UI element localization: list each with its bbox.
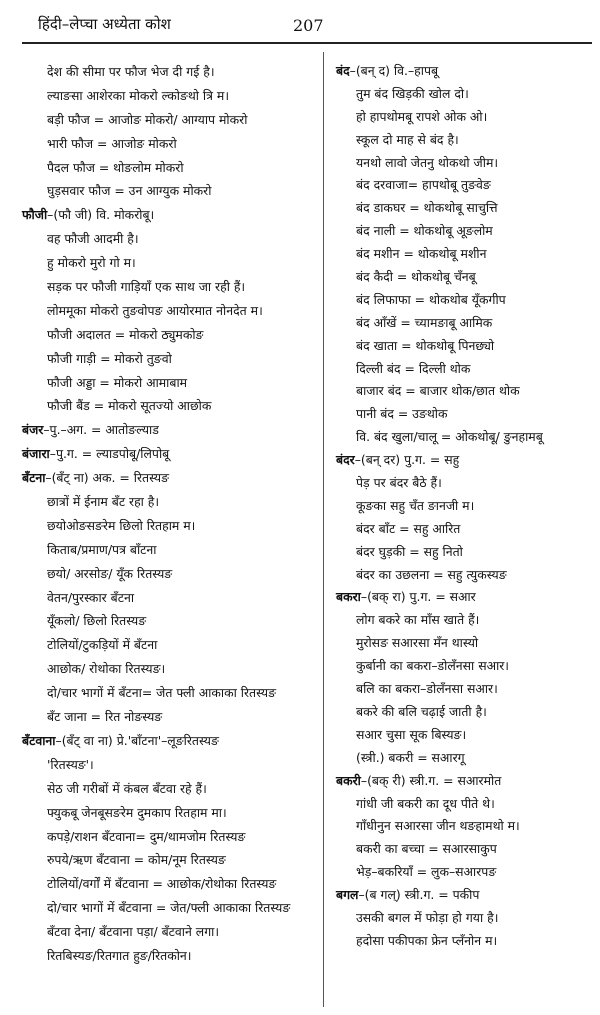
entry-definition: –(बन् दर) पु.ग. = सहु <box>354 452 460 468</box>
entry-definition: –(बक् रा) पु.ग. = सआर <box>360 589 476 605</box>
entry-definition: –(बँट् वा ना) प्रे.'बाँटना'–लूङरितस्यङ <box>55 732 219 748</box>
entry-headword: बंद <box>336 63 350 78</box>
entry-definition: –पु.–अग. = आतोङल्याड <box>43 422 159 438</box>
example-line: फौजी अदालत = मोकरो ठ्युमकोङ <box>47 326 204 342</box>
example-line: मुरोसङ सआरसा मँन थास्यो <box>356 635 479 651</box>
example-line: टोलियों/टुकड़ियों में बँटना <box>47 637 158 653</box>
dictionary-entry <box>330 449 595 472</box>
example-line: ल्याङसा आशेरका मोकरो ल्कोङथो त्रि म। <box>47 87 230 103</box>
example-line: लोग बकरे का माँस खाते हैं। <box>356 612 480 628</box>
example-line: पेड़ पर बंदर बैठे हैं। <box>356 475 442 491</box>
left-column <box>18 60 318 968</box>
example-line: वि. बंद खुला/चालू = ओकथोबू/ ङुनहामबू <box>356 429 543 445</box>
entry-definition: –पु.ग. = ल्याडपोबू/लिपोबू <box>49 446 170 462</box>
example-line: यनथो लावो जेतनु थोकथो जीम। <box>356 154 499 170</box>
example-line: दो/चार भागों में बँटना= जेत फ्ली आकाका रितस्यङ <box>47 685 276 701</box>
example-line: बंद मशीन = थोकथोबू मशीन <box>356 246 487 262</box>
example-line: बंद खाता = थोकथोबू पिनछ्यो <box>356 337 495 353</box>
example-line: स्कूल दो माह से बंद है। <box>356 131 459 147</box>
example-line: घुड़सवार फौज = उन आग्युक मोकरो <box>47 183 212 199</box>
example-line: देश की सीमा पर फौज भेज दी गई है। <box>47 64 215 79</box>
example-line: बंद नाली = थोकथोबू अूङलोम <box>356 223 493 239</box>
example-line: बलि का बकरा–डोलँनसा सआर। <box>356 681 498 697</box>
entry-headword: बँटवाना <box>22 732 56 748</box>
header-rule <box>22 42 592 44</box>
entry-definition: –(बन् द) वि.–हापबू <box>349 63 439 78</box>
example-line: छयो/ अरसोङ/ यूँक रितस्यङ <box>47 565 173 581</box>
entry-headword: बंजर <box>22 422 44 438</box>
example-line: छयोओङसङरेम छिलो रितहाम म। <box>47 517 196 533</box>
example-line: वेतन/पुरस्कार बँटना <box>47 589 135 605</box>
page-header <box>0 0 600 40</box>
example-line: गांधी जी बकरी का दूध पीते थे। <box>356 795 495 811</box>
example-line: उसकी बगल में फोड़ा हो गया है। <box>356 909 499 925</box>
dictionary-entry <box>330 770 595 793</box>
example-line: भारी फौज = आजोङ मोकरो <box>47 135 177 151</box>
example-line: बकरी का बच्चा = सआरसाकुप <box>356 841 497 857</box>
example-line: कुर्बानी का बकरा–डोलँनसा सआर। <box>356 658 509 674</box>
example-line: हो हापथोमबू रापशे ओक ओ। <box>356 108 488 124</box>
example-line: फ्युकबू जेनबूसङरेम दुमकाप रितहाम मा। <box>47 804 227 820</box>
example-line: हदोसा पकीपका फ्रेन प्लँनोन म। <box>356 932 498 948</box>
example-line: फौजी अड्डा = मोकरो आमाबाम <box>47 374 188 390</box>
example-line: बंदर बाँट = सहु आरित <box>356 520 461 536</box>
example-line: कपड़े/राशन बँटवाना= दुम/थामजोम रितस्यङ <box>47 828 246 844</box>
page-number: 207 <box>293 16 324 35</box>
example-line: पैदल फौज = थोङलोम मोकरो <box>47 159 184 175</box>
dictionary-entry <box>18 418 318 442</box>
entry-headword: बकरी <box>336 772 361 788</box>
example-line: बंदर घुड़की = सहु नितो <box>356 543 463 559</box>
example-line: किताब/प्रमाण/पत्र बाँटना <box>47 541 157 557</box>
example-line: रितबिस्यङ/रितगात हुङ/रितकोन। <box>47 947 192 963</box>
example-line: छात्रों में ईनाम बँट रहा है। <box>47 494 160 510</box>
example-line: बकरे की बलि चढ़ाई जाती है। <box>356 703 487 719</box>
column-divider <box>323 52 324 1007</box>
example-line: बंदर का उछलना = सहु त्युकस्यङ <box>356 566 507 582</box>
dictionary-entry <box>330 586 595 609</box>
example-line: बंद डाकघर = थोकथोबू साचुत्ति <box>356 200 498 216</box>
right-column <box>330 60 595 953</box>
example-line: गाँधीनुन सआरसा जीन थङहामथो म। <box>356 818 520 834</box>
entry-headword: बकरा <box>336 589 361 605</box>
example-line: दो/चार भागों में बँटवाना = जेत/फ्ली आकाका रितस्यङ <box>47 900 291 916</box>
entry-headword: बगल <box>336 887 359 903</box>
example-line: तुम बंद खिड़की खोल दो। <box>356 85 469 101</box>
example-line: फौजी गाड़ी = मोकरो तुङवो <box>47 350 172 366</box>
running-title: हिंदी–लेप्चा अध्येता कोश <box>38 15 171 33</box>
example-line: फौजी बैंड = मोकरो सूतज्यो आछोक <box>47 398 212 414</box>
entry-definition: –(ब गल्) स्त्री.ग. = पकीप <box>358 887 480 903</box>
entry-headword: बंदर <box>336 452 355 468</box>
dictionary-entry <box>18 466 318 490</box>
example-line: सेठ जी गरीबों में कंबल बँटवा रहे हैं। <box>47 780 207 796</box>
example-line: लोममूका मोकरो तुङवोपङ आयोरमात नोनदेत म। <box>47 302 263 318</box>
example-line: बंद लिफाफा = थोकथोब यूँकगीप <box>356 291 506 307</box>
example-line: भेड़–बकरियाँ = लुक–सआरपङ <box>356 864 497 880</box>
example-line: बंद दरवाजा= हापथोबू तुङवेङ <box>356 177 491 193</box>
example-line: पानी बंद = उङथोक <box>356 406 448 422</box>
example-line: 'रितस्यङ'। <box>47 756 94 772</box>
example-line: हु मोकरो मुरो गो म। <box>47 255 136 271</box>
dictionary-entry <box>18 729 318 753</box>
example-line: सड़क पर फौजी गाड़ियाँ एक साथ जा रही हैं। <box>47 279 246 295</box>
entry-definition: –(फौ जी) वि. मोकरोबू। <box>47 207 155 223</box>
example-line: टोलियों/वर्गों में बँटवाना = आछोक/रोथोका रितस्यङ <box>47 876 277 892</box>
dictionary-entry <box>18 203 318 227</box>
example-line: आछोक/ रोथोका रितस्यङ। <box>47 661 166 677</box>
example-line: बँटवा देना/ बँटवाना पड़ा/ बँटवाने लगा। <box>47 924 220 940</box>
dictionary-entry <box>18 442 318 466</box>
example-line: रुपये/ऋण बँटवाना = कोम/नूम रितस्यङ <box>47 852 226 868</box>
example-line: वह फौजी आदमी है। <box>47 231 139 247</box>
entry-definition: –(बक् री) स्त्री.ग. = सआरमोत <box>360 772 502 788</box>
example-line: बंद कैदी = थोकथोबू चँनबू <box>356 269 476 285</box>
example-line: बँट जाना = रित नोङस्यङ <box>47 709 163 725</box>
entry-headword: बंजारा <box>22 446 50 462</box>
example-line: कूङका सहु चँत ङानजी म। <box>356 497 475 513</box>
example-line: सआर चुसा सूक बिस्यङ। <box>356 726 467 742</box>
entry-headword: फौजी <box>22 207 48 223</box>
example-line: (स्त्री.) बकरी = सआरगू <box>356 749 465 765</box>
dictionary-entry <box>330 884 595 907</box>
example-line: बंद आँखें = च्यामङाबू आमिक <box>356 314 493 330</box>
dictionary-entry <box>330 60 595 83</box>
example-line: दिल्ली बंद = दिल्ली थोक <box>356 360 471 376</box>
example-line: यूँकलो/ छिलो रितस्यङ <box>47 613 147 629</box>
example-line: बाजार बंद = बाजार थोक/छात थोक <box>356 383 520 399</box>
entry-definition: –(बँट् ना) अक. = रितस्यङ <box>45 470 169 486</box>
example-line: बड़ी फौज = आजोङ मोकरो/ आग्याप मोकरो <box>47 111 248 127</box>
entry-headword: बँटना <box>22 470 46 486</box>
